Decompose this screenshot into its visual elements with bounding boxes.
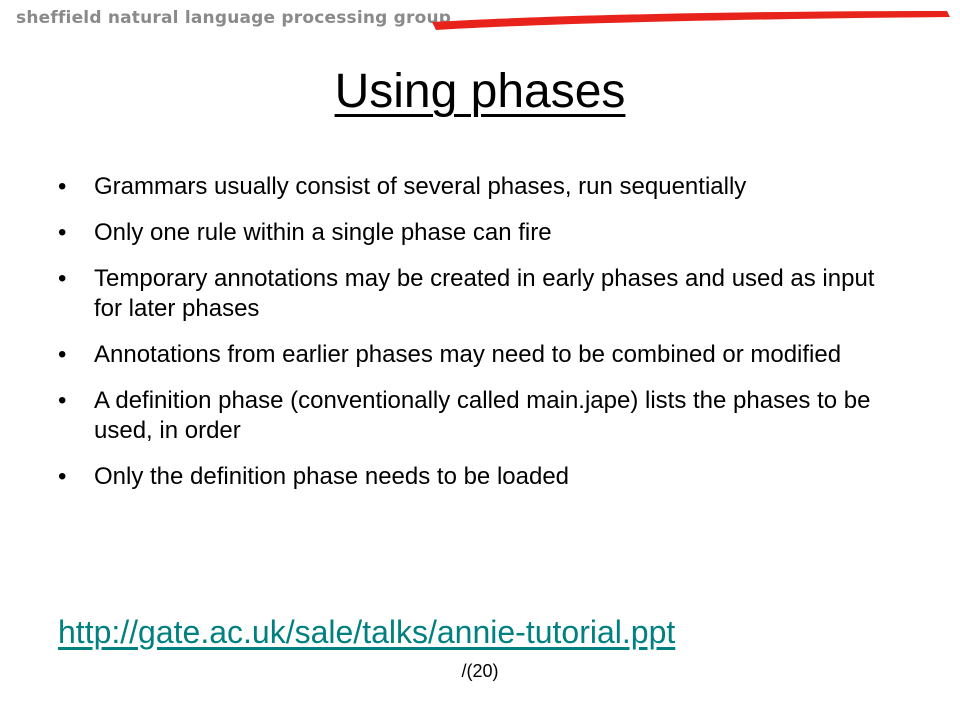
bullet-text: Only the definition phase needs to be loaded <box>94 463 570 490</box>
bullet-icon: • <box>58 463 67 490</box>
list-item <box>58 340 908 370</box>
bullet-icon: • <box>58 265 67 292</box>
page-number: /(20) <box>461 661 499 681</box>
bullet-icon: • <box>58 341 67 368</box>
slide-title-text: Using phases <box>334 65 626 118</box>
bullet-text: Annotations from earlier phases may need to be combined or modified <box>94 341 842 368</box>
bullet-text: A definition phase (conventionally called main.jape) lists the phases to be used, in order <box>94 387 871 444</box>
list-item <box>58 386 908 446</box>
bullet-text: Only one rule within a single phase can fire <box>94 219 552 246</box>
list-item <box>58 172 908 202</box>
list-item <box>58 218 908 248</box>
bullet-text: Temporary annotations may be created in early phases and used as input for later phases <box>94 265 875 322</box>
bullet-icon: • <box>58 387 67 414</box>
bullet-list <box>58 172 908 508</box>
header-bar <box>0 0 960 42</box>
group-name-logo: sheffield natural language processing group <box>16 8 452 28</box>
list-item <box>58 264 908 324</box>
list-item <box>58 462 908 492</box>
tutorial-link[interactable]: http://gate.ac.uk/sale/talks/annie-tutorial.ppt <box>58 614 676 650</box>
red-swoosh-decoration <box>432 6 952 36</box>
bullet-icon: • <box>58 219 67 246</box>
slide-title <box>0 62 960 122</box>
bullet-text: Grammars usually consist of several phases, run sequentially <box>94 173 747 200</box>
bullet-icon: • <box>58 173 67 200</box>
